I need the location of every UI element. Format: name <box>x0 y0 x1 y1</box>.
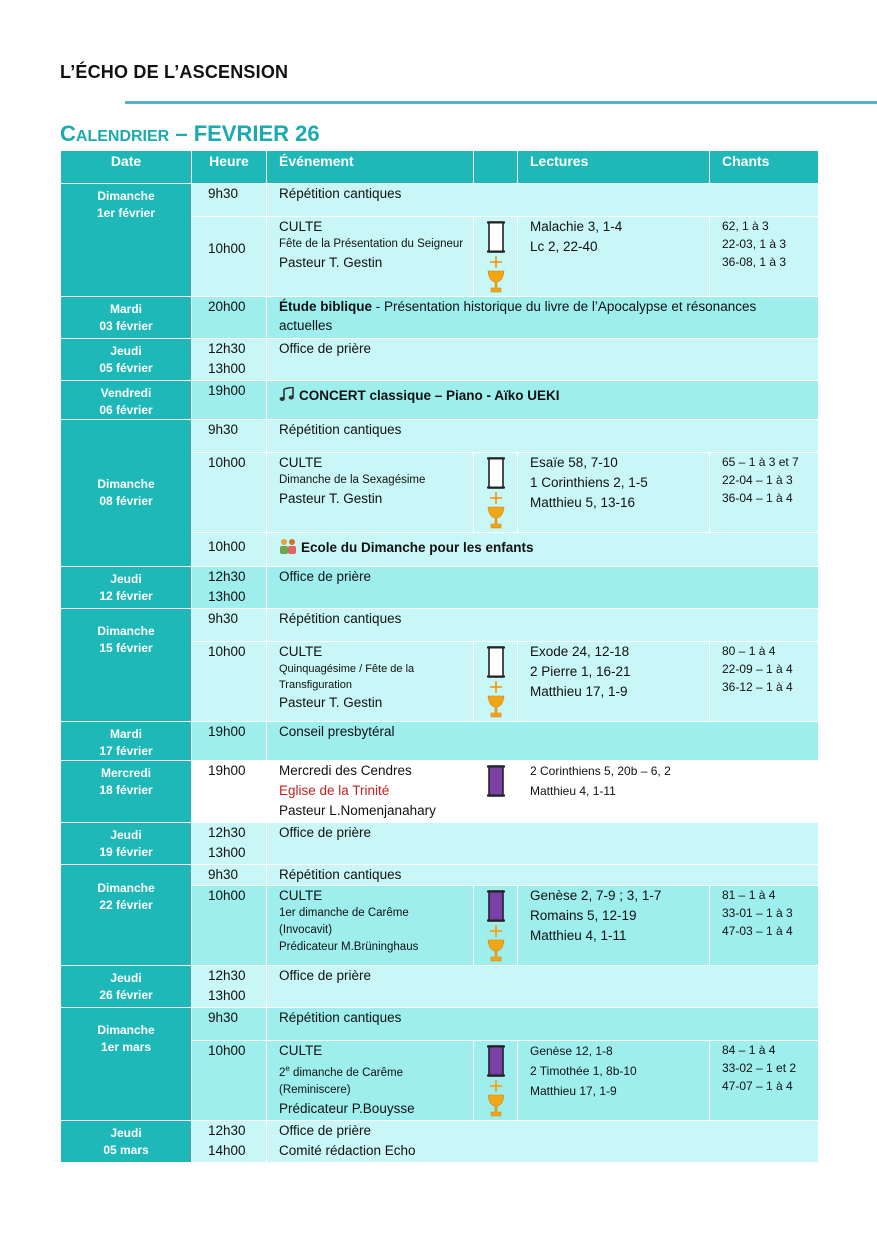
day-label: Jeudi <box>110 572 142 586</box>
event-subtitle: Fête de la Présentation du Seigneur <box>279 238 464 250</box>
event-speaker: Pasteur T. Gestin <box>279 491 383 506</box>
date-cell <box>61 966 192 1008</box>
reading-item: Matthieu 17, 1-9 <box>530 684 628 699</box>
reading-item: 2 Pierre 1, 16-21 <box>530 664 631 679</box>
song-item: 65 – 1 à 3 et 7 <box>722 455 799 469</box>
time-cell: 10h00 <box>192 453 267 533</box>
time-cell: 10h00 <box>192 533 267 567</box>
song-item: 80 – 1 à 4 <box>722 644 776 658</box>
time-cell: 20h00 <box>192 297 267 339</box>
songs-cell <box>710 886 819 966</box>
music-notes-icon <box>279 387 295 402</box>
song-item: 81 – 1 à 4 <box>722 888 776 902</box>
event-cell: Office de prière <box>267 339 819 381</box>
time-cell: 10h00 <box>192 642 267 722</box>
reading-item: 1 Corinthiens 2, 1-5 <box>530 475 648 490</box>
time-cell: 19h00 <box>192 381 267 420</box>
song-item: 47-03 – 1 à 4 <box>722 924 793 938</box>
readings-cell <box>518 642 710 722</box>
reading-item: Matthieu 5, 13-16 <box>530 495 636 510</box>
table-row <box>61 823 819 865</box>
event-cell <box>267 1121 819 1163</box>
reading-item: Genèse 12, 1-8 <box>530 1044 613 1058</box>
event-cell <box>267 886 474 966</box>
icon-cell <box>474 453 518 533</box>
title-rule <box>125 101 877 104</box>
header-date: Date <box>61 151 192 184</box>
time-item: 13h00 <box>208 845 246 860</box>
event-cell: Office de prière <box>267 567 819 609</box>
day-label: Mardi <box>109 302 142 316</box>
event-cell: Répétition cantiques <box>267 184 819 217</box>
song-item: 22-04 – 1 à 3 <box>722 473 793 487</box>
subtitle-text: dimanche de Carême <box>289 1066 404 1079</box>
header-event: Événement <box>267 151 474 184</box>
day-label: Mardi <box>109 727 142 741</box>
day-label: Mercredi <box>100 766 152 780</box>
date-cell <box>61 865 192 966</box>
event-cell: Répétition cantiques <box>267 420 819 453</box>
reading-item: Matthieu 4, 1-11 <box>530 784 616 798</box>
date-label: 08 février <box>99 494 153 508</box>
date-label: 05 février <box>99 361 153 375</box>
event-subtitle: Dimanche de la Sexagésime <box>279 474 426 486</box>
song-item: 36-04 – 1 à 4 <box>722 491 793 505</box>
reading-item: Genèse 2, 7-9 ; 3, 1-7 <box>530 888 662 903</box>
event-title: Comité rédaction Echo <box>279 1143 416 1158</box>
purple-scroll-icon <box>486 1044 506 1078</box>
readings-cell <box>518 761 710 823</box>
header-readings: Lectures <box>518 151 710 184</box>
date-cell <box>61 722 192 761</box>
time-item: 12h30 <box>208 968 246 983</box>
time-item: 12h30 <box>208 825 246 840</box>
event-title: CONCERT classique – Piano - Aïko UEKI <box>299 388 560 403</box>
event-speaker: Pasteur L.Nomenjanahary <box>279 803 436 818</box>
event-title: Office de prière <box>279 1123 372 1138</box>
event-title: CULTE <box>279 888 323 903</box>
time-item: 14h00 <box>208 1143 246 1158</box>
time-cell: 9h30 <box>192 609 267 642</box>
reading-item: Malachie 3, 1-4 <box>530 219 623 234</box>
date-label: 19 février <box>99 845 153 859</box>
scroll-icon <box>486 456 506 490</box>
song-item: 33-02 – 1 et 2 <box>722 1061 797 1075</box>
date-cell <box>61 823 192 865</box>
day-label: Jeudi <box>110 344 142 358</box>
songs-cell <box>710 1041 819 1121</box>
event-subtitle: Quinquagésime / Fête de la Transfiguration <box>279 663 415 691</box>
date-label: 1er mars <box>100 1040 152 1054</box>
time-cell <box>192 567 267 609</box>
event-subtitle: (Reminiscere) <box>279 1083 351 1096</box>
ordinal-suffix: e <box>285 1064 290 1073</box>
purple-scroll-icon <box>486 889 506 923</box>
readings-cell <box>518 217 710 297</box>
event-cell: Office de prière <box>267 823 819 865</box>
date-label: 03 février <box>99 319 153 333</box>
time-item: 13h00 <box>208 589 246 604</box>
event-title: CULTE <box>279 1043 323 1058</box>
song-item: 47-07 – 1 à 4 <box>722 1079 793 1093</box>
icon-cell <box>474 217 518 297</box>
event-subtitle: (Invocavit) <box>279 924 333 936</box>
table-header-row <box>61 151 819 184</box>
event-cell: Répétition cantiques <box>267 1008 819 1041</box>
event-speaker: Pasteur T. Gestin <box>279 255 383 270</box>
day-label: Jeudi <box>110 1126 142 1140</box>
time-cell: 10h00 <box>192 1041 267 1121</box>
chalice-icon <box>486 924 506 964</box>
time-item: 13h00 <box>208 988 246 1003</box>
readings-cell <box>518 453 710 533</box>
header-songs: Chants <box>710 151 819 184</box>
date-cell <box>61 761 192 823</box>
scroll-icon <box>486 220 506 254</box>
date-label: 26 février <box>99 988 153 1002</box>
event-cell: Office de prière <box>267 966 819 1008</box>
chalice-icon <box>486 255 506 295</box>
table-row <box>61 184 819 217</box>
date-cell <box>61 420 192 567</box>
song-item: 84 – 1 à 4 <box>722 1043 776 1057</box>
readings-cell <box>518 1041 710 1121</box>
event-speaker: Prédicateur P.Bouysse <box>279 1100 415 1116</box>
date-cell <box>61 1008 192 1121</box>
event-cell <box>267 1041 474 1121</box>
chalice-icon <box>486 680 506 720</box>
table-row <box>61 297 819 339</box>
table-row <box>61 1121 819 1163</box>
date-label: 18 février <box>99 783 153 797</box>
time-cell: 9h30 <box>192 865 267 886</box>
icon-cell <box>474 642 518 722</box>
time-cell: 10h00 <box>192 886 267 966</box>
date-cell <box>61 567 192 609</box>
date-label: 06 février <box>99 403 153 417</box>
ordinal-number: 2 <box>279 1066 286 1079</box>
event-speaker: Pasteur T. Gestin <box>279 695 383 710</box>
date-label: 12 février <box>99 589 153 603</box>
chalice-icon <box>486 491 506 531</box>
reading-item: Matthieu 4, 1-11 <box>530 928 627 943</box>
song-item: 33-01 – 1 à 3 <box>722 906 793 920</box>
date-label: 1er février <box>96 206 156 220</box>
time-item: 12h30 <box>208 341 246 356</box>
event-cell <box>267 533 819 567</box>
event-title: Ecole du Dimanche pour les enfants <box>301 540 534 555</box>
song-item: 22-03, 1 à 3 <box>722 237 787 251</box>
calendar-title <box>60 121 320 147</box>
time-item: 13h00 <box>208 361 246 376</box>
songs-cell <box>710 453 819 533</box>
event-subtitle: 1er dimanche de Carême <box>279 907 409 919</box>
time-cell <box>192 1121 267 1163</box>
table-row <box>61 761 819 823</box>
scroll-icon <box>486 645 506 679</box>
reading-item: Exode 24, 12-18 <box>530 644 630 659</box>
purple-scroll-icon <box>486 764 506 798</box>
time-cell <box>192 966 267 1008</box>
song-item: 36-12 – 1 à 4 <box>722 680 793 694</box>
songs-cell <box>710 217 819 297</box>
date-cell <box>61 1121 192 1163</box>
day-label: Jeudi <box>110 828 142 842</box>
day-label: Dimanche <box>97 624 155 638</box>
time-cell: 19h00 <box>192 722 267 761</box>
day-label: Dimanche <box>97 881 155 895</box>
table-row <box>61 1008 819 1041</box>
table-row <box>61 966 819 1008</box>
day-label: Dimanche <box>97 189 155 203</box>
time-cell: 10h00 <box>192 217 267 297</box>
date-cell <box>61 609 192 722</box>
date-cell <box>61 184 192 297</box>
icon-cell <box>474 761 518 823</box>
day-label: Vendredi <box>100 386 152 400</box>
date-cell <box>61 339 192 381</box>
day-label: Jeudi <box>110 971 142 985</box>
event-title: CULTE <box>279 644 323 659</box>
time-cell: 9h30 <box>192 184 267 217</box>
date-label: 22 février <box>99 898 153 912</box>
event-cell <box>267 217 474 297</box>
event-speaker: Prédicateur M.Brüninghaus <box>279 941 419 953</box>
date-label: 05 mars <box>103 1143 149 1157</box>
songs-cell <box>710 642 819 722</box>
chalice-icon <box>486 1079 506 1119</box>
table-row <box>61 722 819 761</box>
time-cell: 19h00 <box>192 761 267 823</box>
event-cell <box>267 642 474 722</box>
reading-item: Matthieu 17, 1-9 <box>530 1084 617 1098</box>
calendar-title-initial: C <box>60 121 76 146</box>
icon-cell <box>474 886 518 966</box>
reading-item: Esaïe 58, 7-10 <box>530 455 618 470</box>
event-cell <box>267 381 819 420</box>
songs-cell <box>710 761 819 823</box>
table-row <box>61 420 819 453</box>
time-cell <box>192 823 267 865</box>
children-icon <box>279 538 297 554</box>
event-title: CULTE <box>279 219 323 234</box>
song-item: 62, 1 à 3 <box>722 219 769 233</box>
table-row <box>61 609 819 642</box>
event-title: Mercredi des Cendres <box>279 763 412 778</box>
event-cell: Conseil presbytéral <box>267 722 819 761</box>
icon-cell <box>474 1041 518 1121</box>
time-cell: 9h30 <box>192 1008 267 1041</box>
event-location: Eglise de la Trinité <box>279 783 390 798</box>
reading-item: Lc 2, 22-40 <box>530 239 598 254</box>
date-label: 15 février <box>99 641 153 655</box>
event-cell <box>267 761 474 823</box>
event-cell: Répétition cantiques <box>267 609 819 642</box>
time-cell: 9h30 <box>192 420 267 453</box>
event-cell <box>267 297 819 339</box>
song-item: 22-09 – 1 à 4 <box>722 662 793 676</box>
table-row <box>61 865 819 886</box>
time-cell <box>192 339 267 381</box>
event-cell <box>267 453 474 533</box>
table-row <box>61 339 819 381</box>
date-cell <box>61 297 192 339</box>
reading-item: 2 Timothée 1, 8b-10 <box>530 1064 637 1078</box>
song-item: 36-08, 1 à 3 <box>722 255 787 269</box>
event-title: Étude biblique <box>279 299 372 314</box>
date-cell <box>61 381 192 420</box>
time-item: 12h30 <box>208 1123 246 1138</box>
table-row <box>61 567 819 609</box>
reading-item: Romains 5, 12-19 <box>530 908 637 923</box>
calendar-title-rest: – FEVRIER 26 <box>169 121 320 146</box>
date-label: 17 février <box>99 744 153 758</box>
header-icon <box>474 151 518 184</box>
day-label: Dimanche <box>97 477 155 491</box>
time-item: 12h30 <box>208 569 246 584</box>
event-title: CULTE <box>279 455 323 470</box>
calendar-title-smallcaps: ALENDRIER <box>75 128 170 145</box>
table-row <box>61 381 819 420</box>
day-label: Dimanche <box>97 1023 155 1037</box>
event-cell: Répétition cantiques <box>267 865 819 886</box>
header-time: Heure <box>192 151 267 184</box>
document-title: L’ÉCHO DE L’ASCENSION <box>60 62 289 82</box>
event-subtitle <box>279 1060 467 1082</box>
reading-item: 2 Corinthiens 5, 20b – 6, 2 <box>530 764 671 778</box>
event-description: - Présentation historique du livre de l’Apocalypse et résonances actuelles <box>279 299 757 333</box>
calendar-table <box>60 150 819 1163</box>
readings-cell <box>518 886 710 966</box>
